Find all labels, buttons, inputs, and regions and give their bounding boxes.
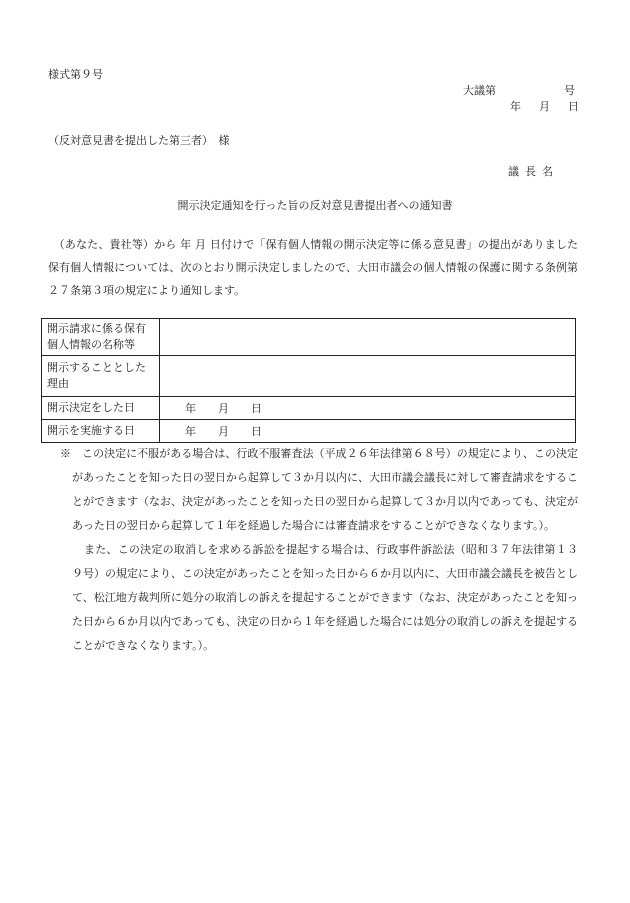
date-year: 年 (185, 402, 196, 415)
reference-label: 大議第 (463, 84, 496, 97)
document-title: 開示決定通知を行った旨の反対意見書提出者への通知書 (177, 199, 453, 212)
row-label: 開示を実施する日 (42, 420, 160, 443)
decision-date (160, 397, 576, 420)
note-lawsuit: また、この決定の取消しを求める訴訟を提起する場合は、行政事件訴訟法（昭和３７年法律第１３９号）の規定により、この決定があったことを知った日から６か月以内に、大田市議会議長を被告として、松江地方裁判所に処分の取消しの訴えを提起することができます（なお、決定があったことを知った日から６か月以内であっても、決定の日から１年を経過した場合には処分の取消しの訴えを提起することができなくなります。）。 (72, 543, 578, 652)
date-day: 日 (251, 425, 262, 438)
table-row (42, 397, 576, 420)
sender-name: 議長名 (508, 165, 559, 178)
info-table (41, 318, 576, 443)
date-month: 月 (218, 402, 229, 415)
row-label: 開示決定をした日 (42, 397, 160, 420)
body-text: （あなた、貴社等）から 年 月 日付けで「保有個人情報の開示決定等に係る意見書」の提出がありました保有個人情報については、次のとおり開示決定しましたので、大田市議会の個人情報の保護に関する条例第２７条第３項の規定により通知します。 (48, 238, 578, 297)
issue-date-day: 日 (568, 100, 579, 113)
table-row (42, 420, 576, 443)
issue-date-year: 年 (510, 100, 521, 113)
date-month: 月 (218, 425, 229, 438)
date-year: 年 (185, 425, 196, 438)
table-row (42, 319, 576, 356)
date-day: 日 (251, 402, 262, 415)
implementation-date (160, 420, 576, 443)
body-paragraph (48, 233, 578, 302)
issue-date (510, 98, 579, 114)
row-label: 開示することとした理由 (42, 356, 160, 397)
table-row (42, 356, 576, 397)
recipient: （反対意見書を提出した第三者） 様 (48, 134, 230, 147)
form-number: 様式第９号 (48, 68, 103, 81)
row-value (160, 356, 576, 397)
issue-date-month: 月 (539, 100, 550, 113)
notes-section (60, 442, 578, 658)
reference-suffix: 号 (564, 84, 575, 97)
row-label: 開示請求に係る保有個人情報の名称等 (42, 319, 160, 356)
row-value (160, 319, 576, 356)
note-appeal: ※ この決定に不服がある場合は、行政不服審査法（平成２６年法律第６８号）の規定により、この決定があったことを知った日の翌日から起算して３か月以内に、大田市議会議長に対して審査請求をすることができます（なお、決定があったことを知った日の翌日から起算して３か月以内であっても、決定があった日の翌日から起算して１年を経過した場合には審査請求をすることができなくなります。）。 (60, 447, 578, 532)
